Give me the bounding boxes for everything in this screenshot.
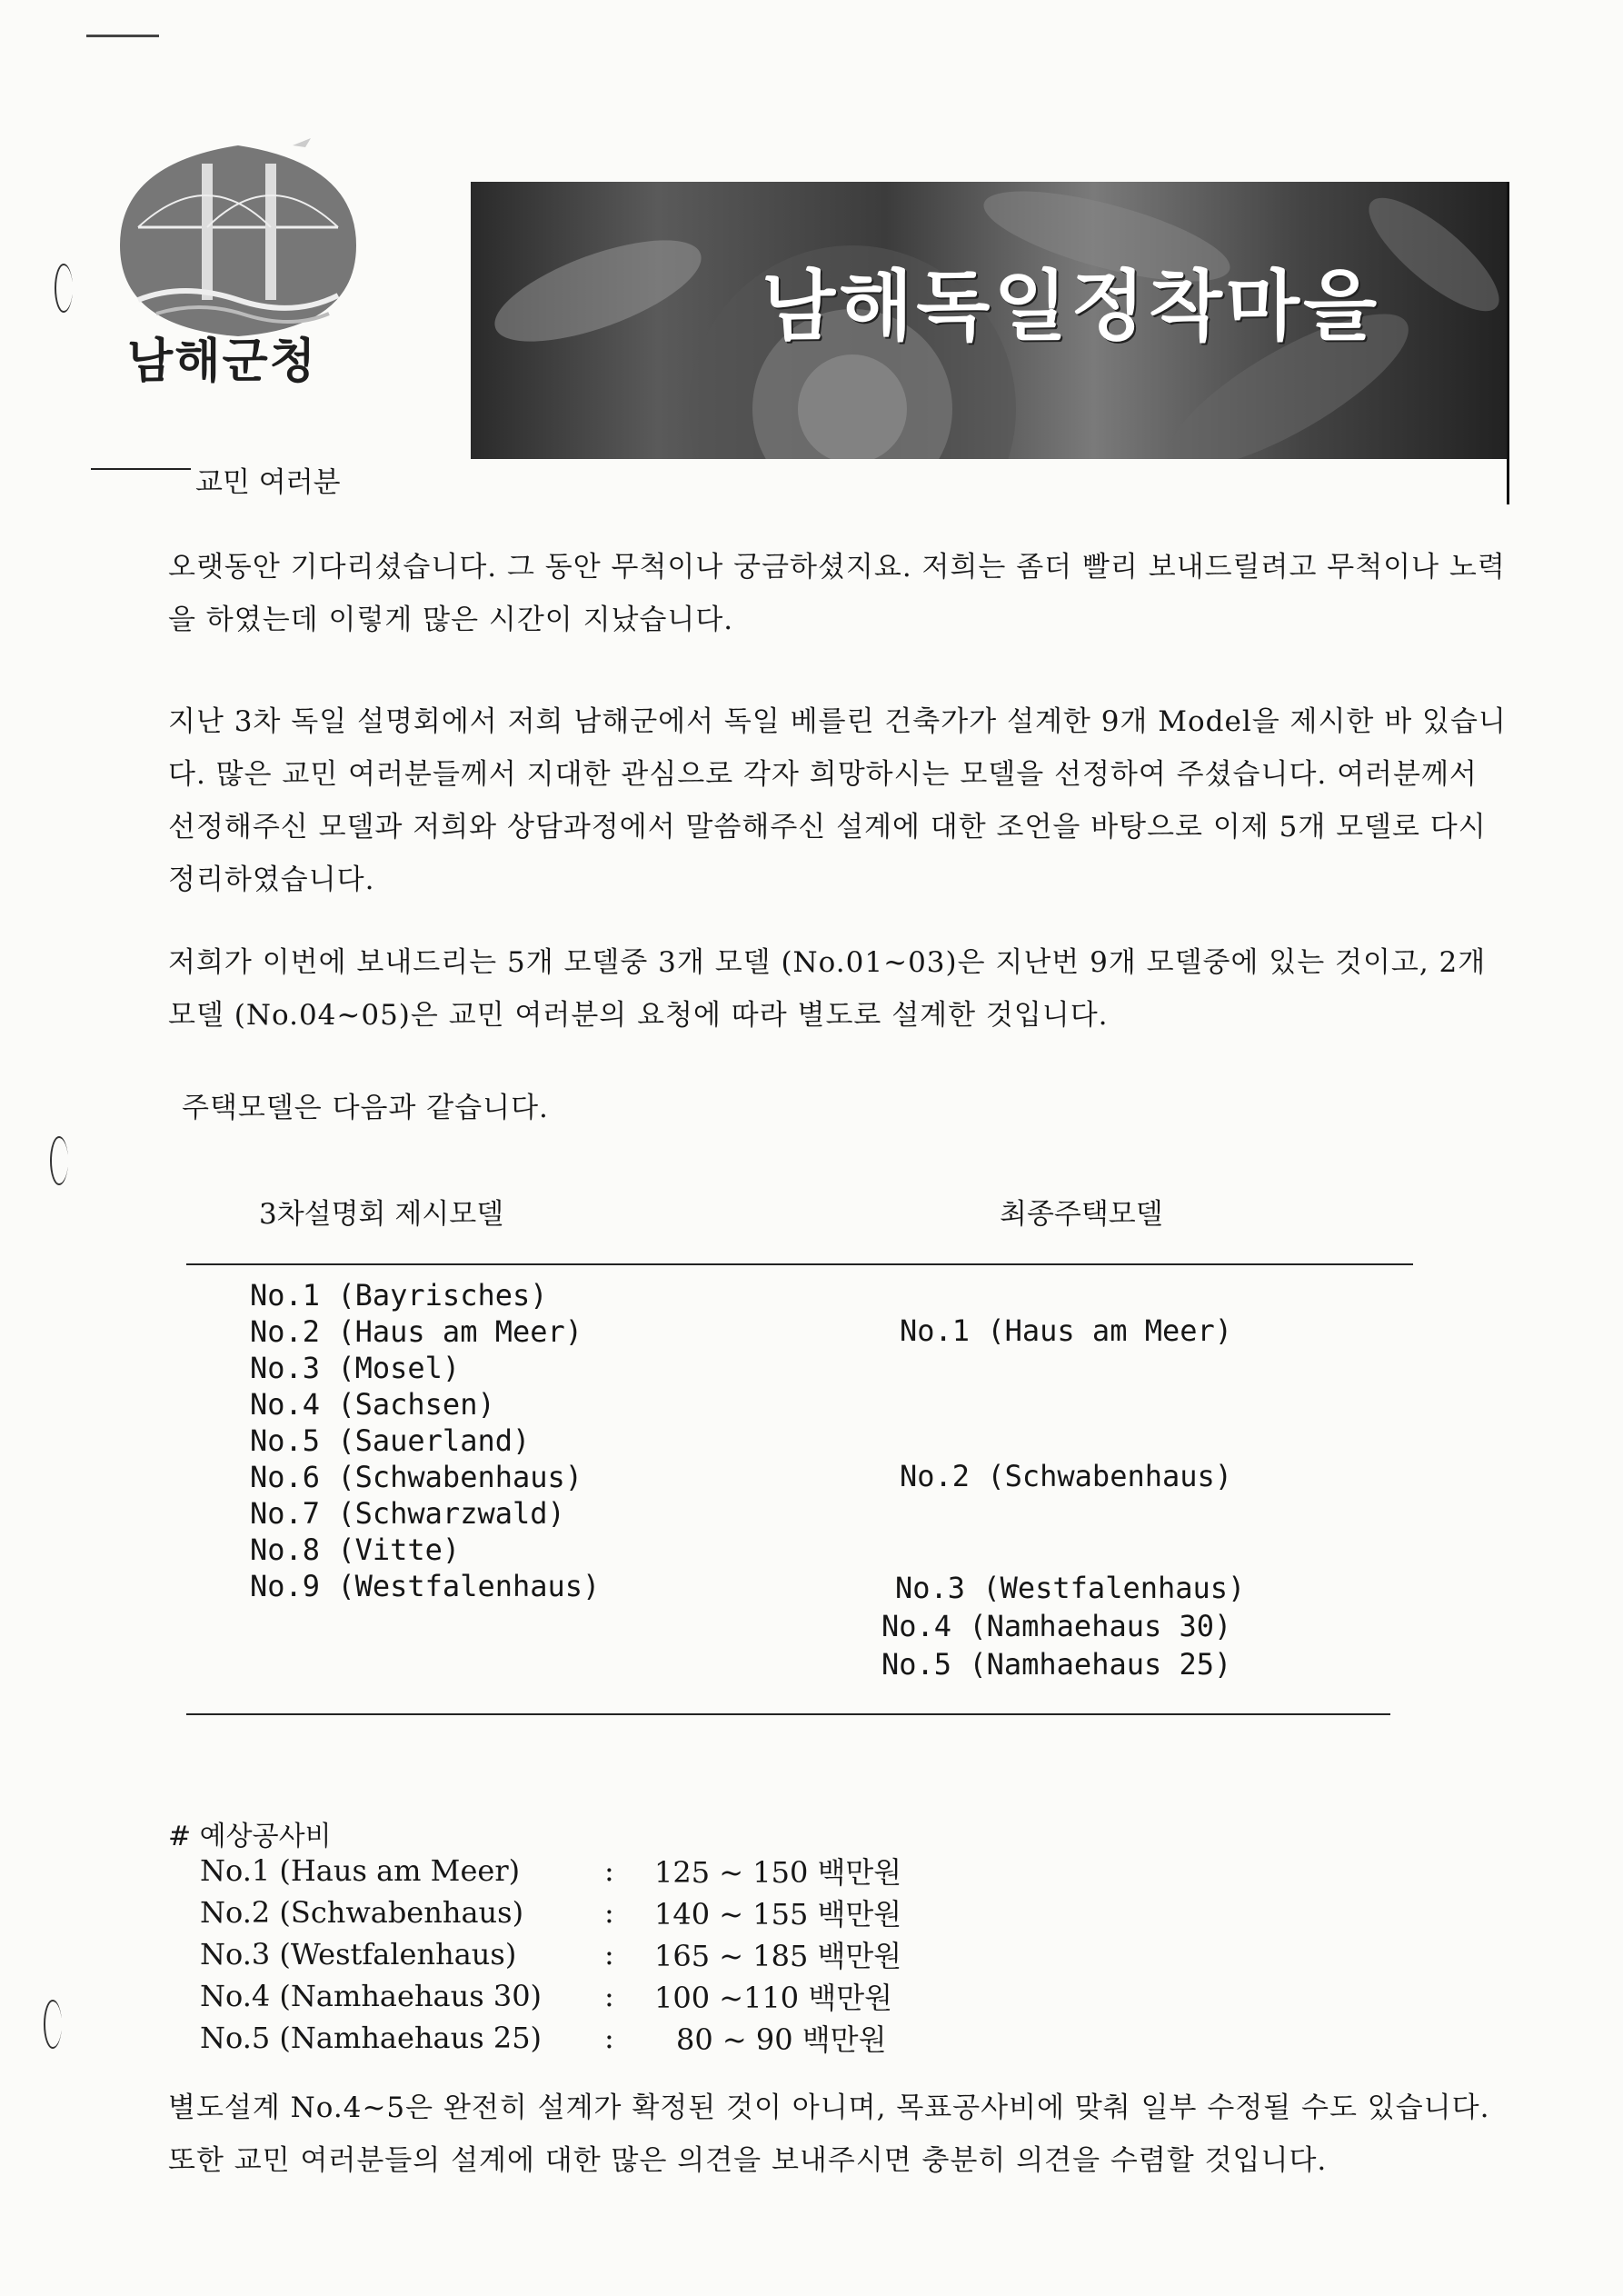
cost-sep: : [604,1895,614,1930]
scan-mark [86,35,159,37]
banner [471,182,1508,459]
salutation-dash [91,468,191,470]
salutation: 교민 여러분 [195,466,341,499]
final-model-1: No.1 (Haus am Meer) [900,1313,1233,1348]
list-item: No.1 (Bayrisches) [250,1278,548,1313]
paragraph-2: 지난 3차 독일 설명회에서 저희 남해군에서 독일 베를린 건축가가 설계한 9개 Model을 제시한 바 있습니다. 많은 교민 여러분들께서 지대한 관심으로 각자 희망하시는 모델을 선정하여 주셨습니다. 여러분께서 선정해주신 모델과 저희와 상담과정에서 말씀해주신 설계에 대한 조언을 바탕으로 이제 5개 모델로 다시 정리하였습니다. [168,705,1507,896]
list-item: No.3 (Mosel) [250,1351,461,1385]
cost-sep: : [604,1937,614,1972]
cost-table [200,1850,901,2059]
binder-hole-mark [44,2000,62,2049]
paragraph-1: 오랫동안 기다리셨습니다. 그 동안 무척이나 궁금하셨지요. 저희는 좀더 빨리 보내드릴려고 무척이나 노력을 하였는데 이렇게 많은 시간이 지났습니다. [168,551,1506,636]
closing-paragraph: 별도설계 No.4~5은 완전히 설계가 확정된 것이 아니며, 목표공사비에 맞춰 일부 수정될 수도 있습니다. 또한 교민 여러분들의 설계에 대한 많은 의견을 보내주시면 충분히 의견을 수렴할 것입니다. [168,2091,1490,2177]
table-row [200,1975,901,2017]
paragraph-4: 주택모델은 다음과 같습니다. [182,1092,549,1124]
final-model-5: No.5 (Namhaehaus 25) [881,1647,1232,1682]
cost-range: 100 ~110 백만원 [654,1981,893,2015]
list-item: No.2 (Haus am Meer) [250,1314,583,1349]
list-item: No.4 (Sachsen) [250,1387,495,1422]
table-top-rule [186,1263,1413,1265]
logo-text: 남해군청 [127,334,317,389]
final-model-3: No.3 (Westfalenhaus) [895,1571,1246,1605]
cost-model: No.3 (Westfalenhaus) [200,1937,517,1972]
cost-model: No.1 (Haus am Meer) [200,1853,521,1888]
list-item: No.8 (Vitte) [250,1532,461,1567]
list-item: No.7 (Schwarzwald) [250,1496,565,1531]
table-header-left: 3차설명회 제시모델 [259,1198,504,1231]
cost-range: 140 ~ 155 백만원 [654,1897,902,1932]
cost-model: No.5 (Namhaehaus 25) [200,2021,543,2055]
binder-hole-mark [55,264,73,313]
final-model-4: No.4 (Namhaehaus 30) [881,1609,1232,1643]
paragraph-3: 저희가 이번에 보내드리는 5개 모델중 3개 모델 (No.01~03)은 지난번 9개 모델중에 있는 것이고, 2개 모델 (No.04~05)은 교민 여러분의 요청에 따라 별도로 설계한 것입니다. [168,946,1487,1032]
banner-divider [1507,182,1509,504]
table-bottom-rule [186,1713,1390,1715]
table-row [200,1933,901,1975]
left-model-list [250,1277,600,1604]
cost-sep: : [604,1979,614,2013]
cost-range: 165 ~ 185 백만원 [654,1939,902,1973]
cost-heading: # 예상공사비 [168,1821,332,1852]
banner-title: 남해독일정착마을 [762,262,1381,351]
table-row [200,1850,901,1892]
cost-sep: : [604,2021,614,2055]
list-item: No.5 (Sauerland) [250,1423,531,1458]
table-header-right: 최종주택모델 [1000,1198,1163,1231]
table-row [200,1892,901,1933]
cost-model: No.4 (Namhaehaus 30) [200,1979,543,2013]
cost-sep: : [604,1853,614,1888]
cost-model: No.2 (Schwabenhaus) [200,1895,524,1930]
final-model-2: No.2 (Schwabenhaus) [900,1459,1233,1493]
list-item: No.9 (Westfalenhaus) [250,1569,601,1603]
cost-range: 80 ~ 90 백만원 [676,2022,887,2057]
table-row [200,2017,901,2059]
binder-hole-mark [50,1136,68,1185]
cost-range: 125 ~ 150 백만원 [654,1855,902,1890]
list-item: No.6 (Schwabenhaus) [250,1460,583,1494]
